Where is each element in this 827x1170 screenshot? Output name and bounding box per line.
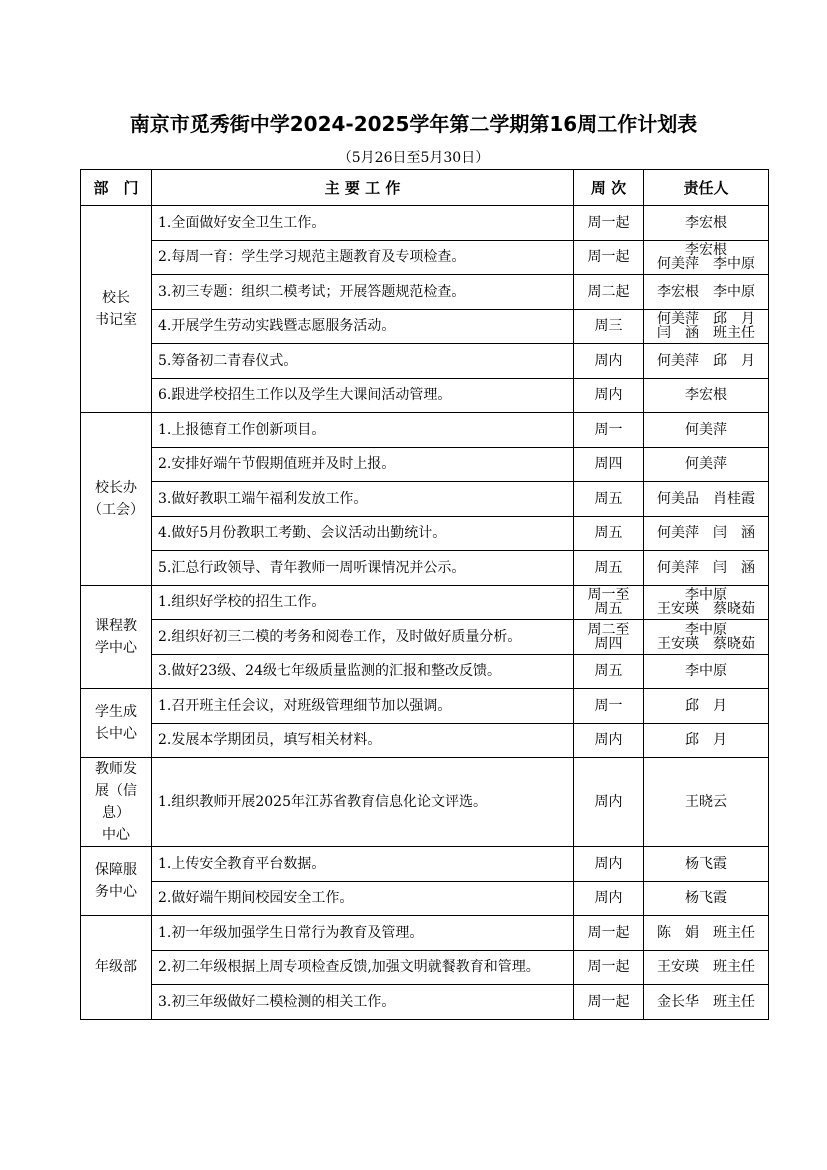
task-cell: 1.组织好学校的招生工作。 xyxy=(152,585,574,620)
week-cell: 周一 xyxy=(574,689,644,724)
task-cell: 5.汇总行政领导、青年教师一周听课情况并公示。 xyxy=(152,551,574,586)
table-row xyxy=(81,881,769,916)
department-cell: 年级部 xyxy=(81,916,152,1020)
date-range-subtitle: （5月26日至5月30日） xyxy=(337,150,490,166)
table-row xyxy=(81,516,769,551)
responsible-cell: 李中原 王安瑛 蔡晓茹 xyxy=(644,620,769,655)
work-plan-table xyxy=(80,169,769,1020)
department-cell: 校长 书记室 xyxy=(81,206,152,413)
table-row xyxy=(81,413,769,448)
table-row xyxy=(81,723,769,758)
table-row xyxy=(81,620,769,655)
table-row xyxy=(81,206,769,241)
responsible-cell: 何美萍 邱 月 闫 涵 班主任 xyxy=(644,309,769,344)
responsible-cell: 邱 月 xyxy=(644,689,769,724)
week-cell: 周三 xyxy=(574,309,644,344)
table-row xyxy=(81,985,769,1020)
week-cell: 周五 xyxy=(574,551,644,586)
task-cell: 2.做好端午期间校园安全工作。 xyxy=(152,881,574,916)
table-body xyxy=(81,206,769,1020)
table-row xyxy=(81,309,769,344)
department-cell: 学生成 长中心 xyxy=(81,689,152,758)
table-row xyxy=(81,378,769,413)
task-cell: 2.发展本学期团员，填写相关材料。 xyxy=(152,723,574,758)
responsible-cell: 李中原 xyxy=(644,654,769,689)
department-cell: 校长办 （工会） xyxy=(81,413,152,586)
responsible-cell: 王安瑛 班主任 xyxy=(644,950,769,985)
department-cell: 课程教 学中心 xyxy=(81,585,152,689)
task-cell: 1.上传安全教育平台数据。 xyxy=(152,847,574,882)
table-row xyxy=(81,950,769,985)
responsible-cell: 何美萍 xyxy=(644,447,769,482)
responsible-cell: 何美萍 闫 涵 xyxy=(644,516,769,551)
task-cell: 4.开展学生劳动实践暨志愿服务活动。 xyxy=(152,309,574,344)
week-cell: 周一起 xyxy=(574,206,644,241)
responsible-cell: 何美萍 xyxy=(644,413,769,448)
task-cell: 1.召开班主任会议，对班级管理细节加以强调。 xyxy=(152,689,574,724)
responsible-cell: 陈 娟 班主任 xyxy=(644,916,769,951)
task-cell: 3.做好教职工端午福利发放工作。 xyxy=(152,482,574,517)
week-cell: 周内 xyxy=(574,378,644,413)
week-cell: 周内 xyxy=(574,758,644,847)
week-cell: 周五 xyxy=(574,516,644,551)
week-cell: 周内 xyxy=(574,723,644,758)
week-cell: 周内 xyxy=(574,847,644,882)
task-cell: 1.组织教师开展2025年江苏省教育信息化论文评选。 xyxy=(152,758,574,847)
week-cell: 周一 xyxy=(574,413,644,448)
week-cell: 周四 xyxy=(574,447,644,482)
task-cell: 1.全面做好安全卫生工作。 xyxy=(152,206,574,241)
week-cell: 周一起 xyxy=(574,916,644,951)
week-cell: 周一至 周五 xyxy=(574,585,644,620)
responsible-cell: 李宏根 xyxy=(644,378,769,413)
responsible-cell: 何美萍 邱 月 xyxy=(644,344,769,379)
responsible-cell: 李宏根 何美萍 李中原 xyxy=(644,240,769,275)
task-cell: 1.上报德育工作创新项目。 xyxy=(152,413,574,448)
table-row xyxy=(81,344,769,379)
responsible-cell: 李中原 王安瑛 蔡晓茹 xyxy=(644,585,769,620)
week-cell: 周五 xyxy=(574,482,644,517)
week-cell: 周一起 xyxy=(574,950,644,985)
table-row xyxy=(81,847,769,882)
task-cell: 3.做好23级、24级七年级质量监测的汇报和整改反馈。 xyxy=(152,654,574,689)
task-cell: 2.安排好端午节假期值班并及时上报。 xyxy=(152,447,574,482)
responsible-cell: 李宏根 李中原 xyxy=(644,275,769,310)
responsible-cell: 金长华 班主任 xyxy=(644,985,769,1020)
week-cell: 周一起 xyxy=(574,240,644,275)
header-task: 主 要 工 作 xyxy=(152,170,574,206)
responsible-cell: 杨飞霞 xyxy=(644,847,769,882)
responsible-cell: 何美品 肖桂霞 xyxy=(644,482,769,517)
table-row xyxy=(81,585,769,620)
header-responsible: 责任人 xyxy=(644,170,769,206)
header-week: 周 次 xyxy=(574,170,644,206)
table-row xyxy=(81,447,769,482)
task-cell: 2.初二年级根据上周专项检查反馈,加强文明就餐教育和管理。 xyxy=(152,950,574,985)
week-cell: 周内 xyxy=(574,344,644,379)
responsible-cell: 王晓云 xyxy=(644,758,769,847)
responsible-cell: 杨飞霞 xyxy=(644,881,769,916)
task-cell: 3.初三专题：组织二模考试；开展答题规范检查。 xyxy=(152,275,574,310)
table-row xyxy=(81,275,769,310)
responsible-cell: 何美萍 闫 涵 xyxy=(644,551,769,586)
task-cell: 2.每周一育：学生学习规范主题教育及专项检查。 xyxy=(152,240,574,275)
table-row xyxy=(81,654,769,689)
table-row xyxy=(81,240,769,275)
table-row xyxy=(81,758,769,847)
responsible-cell: 李宏根 xyxy=(644,206,769,241)
task-cell: 1.初一年级加强学生日常行为教育及管理。 xyxy=(152,916,574,951)
task-cell: 3.初三年级做好二模检测的相关工作。 xyxy=(152,985,574,1020)
page-title: 南京市觅秀街中学2024-2025学年第二学期第16周工作计划表 xyxy=(129,112,698,136)
responsible-cell: 邱 月 xyxy=(644,723,769,758)
week-cell: 周一起 xyxy=(574,985,644,1020)
task-cell: 2.组织好初三二模的考务和阅卷工作，及时做好质量分析。 xyxy=(152,620,574,655)
task-cell: 4.做好5月份教职工考勤、会议活动出勤统计。 xyxy=(152,516,574,551)
table-row xyxy=(81,916,769,951)
department-cell: 教师发 展（信息） 中心 xyxy=(81,758,152,847)
task-cell: 5.筹备初二青春仪式。 xyxy=(152,344,574,379)
week-cell: 周五 xyxy=(574,654,644,689)
task-cell: 6.跟进学校招生工作以及学生大课间活动管理。 xyxy=(152,378,574,413)
department-cell: 保障服 务中心 xyxy=(81,847,152,916)
table-row xyxy=(81,482,769,517)
table-row xyxy=(81,551,769,586)
week-cell: 周二起 xyxy=(574,275,644,310)
week-cell: 周内 xyxy=(574,881,644,916)
table-row xyxy=(81,689,769,724)
table-header-row xyxy=(81,170,769,206)
week-cell: 周二至 周四 xyxy=(574,620,644,655)
header-dept: 部 门 xyxy=(81,170,152,206)
